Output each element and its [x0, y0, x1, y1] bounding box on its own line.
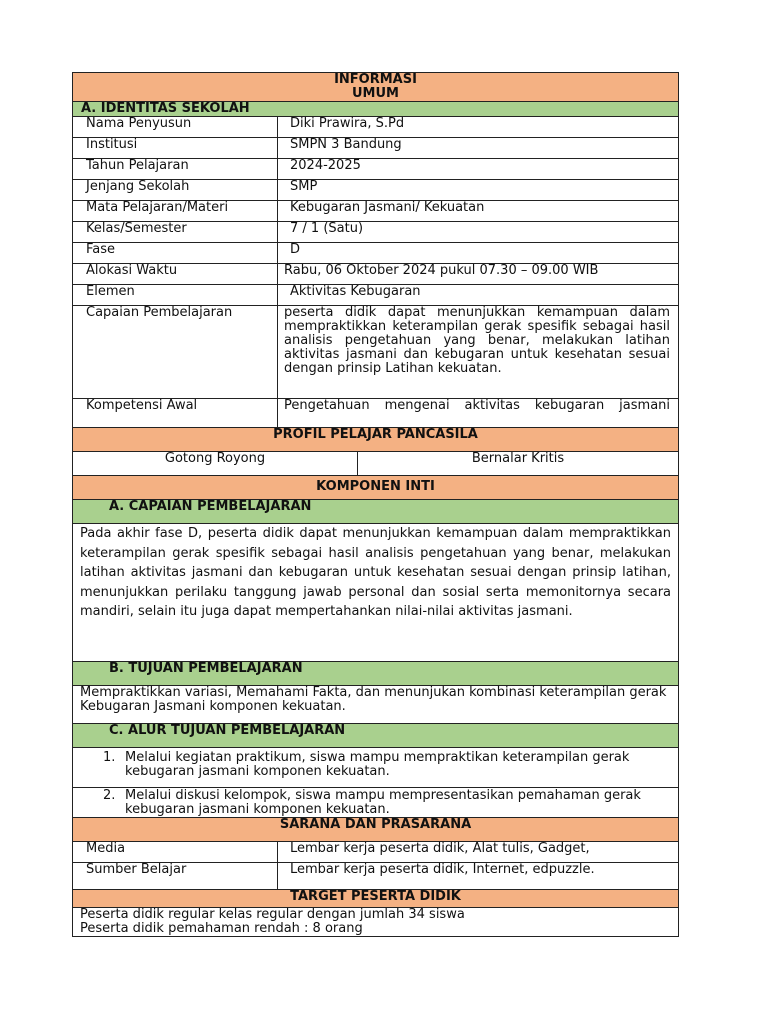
- sarana-row: [73, 842, 679, 863]
- sarana-label: Media: [73, 842, 278, 863]
- identitas-value: 7 / 1 (Satu): [278, 222, 679, 243]
- alur-item: [73, 788, 679, 818]
- alur-item-number: 2.: [103, 788, 116, 803]
- identitas-label: Tahun Pelajaran: [73, 159, 278, 180]
- identitas-row: [73, 222, 679, 243]
- identitas-row: [73, 138, 679, 159]
- alur-item-number: 1.: [103, 750, 116, 765]
- sarana-row: [73, 863, 679, 890]
- identitas-label: Mata Pelajaran/Materi: [73, 201, 278, 222]
- document-page: [72, 72, 678, 937]
- tujuan-text: Mempraktikkan variasi, Memahami Fakta, dan menunjukan kombinasi keterampilan gerak Kebugaran Jasmani komponen kekuatan.: [73, 686, 679, 724]
- profil-heading-row: [73, 428, 679, 452]
- identitas-value: 2024-2025: [278, 159, 679, 180]
- alur-item-text: Melalui kegiatan praktikum, siswa mampu mempraktikan keterampilan gerak kebugaran jasmani komponen kekuatan.: [125, 750, 630, 779]
- target-heading-row: [73, 890, 679, 908]
- target-text-row: [73, 908, 679, 937]
- identitas-row: [73, 180, 679, 201]
- rpp-table: [72, 72, 679, 937]
- tujuan-text-row: [73, 686, 679, 724]
- info-umum-title-line1: INFORMASI: [334, 72, 417, 87]
- info-umum-header: [73, 73, 679, 102]
- identitas-label: Institusi: [73, 138, 278, 159]
- capaian-heading-row: [73, 500, 679, 524]
- tujuan-heading-row: [73, 662, 679, 686]
- identitas-label: Elemen: [73, 285, 278, 306]
- target-line: Peserta didik regular kelas regular dengan jumlah 34 siswa: [80, 907, 465, 922]
- capaian-heading: A. CAPAIAN PEMBELAJARAN: [73, 500, 679, 524]
- identitas-value: D: [278, 243, 679, 264]
- sarana-label: Sumber Belajar: [73, 863, 278, 890]
- identitas-row: [73, 159, 679, 180]
- kompetensi-label: Kompetensi Awal: [73, 399, 278, 428]
- identitas-label: Fase: [73, 243, 278, 264]
- identitas-row: [73, 243, 679, 264]
- identitas-row: [73, 264, 679, 285]
- info-umum-header-row: [73, 73, 679, 102]
- capaian-paragraph: Pada akhir fase D, peserta didik dapat menunjukkan kemampuan dalam mempraktikkan keterampilan gerak spesifik sebagai hasil analisis pengetahuan yang benar, melakukan latihan aktivitas jasmani dan kebugaran untuk kesehatan sesuai dengan prinsip latihan, menunjukkan perilaku tanggung jawab personal dan sosial serta memonitornya secara mandiri, selain itu juga dapat mempertahankan nilai-nilai aktivitas jasmani.: [73, 524, 679, 662]
- identitas-row: [73, 201, 679, 222]
- identitas-row: [73, 285, 679, 306]
- profil-heading: PROFIL PELAJAR PANCASILA: [73, 428, 679, 452]
- sarana-value: Lembar kerja peserta didik, Internet, edpuzzle.: [278, 863, 679, 890]
- identitas-value: SMPN 3 Bandung: [278, 138, 679, 159]
- identitas-heading: A. IDENTITAS SEKOLAH: [73, 102, 679, 117]
- sarana-heading-row: [73, 818, 679, 842]
- identitas-label: Nama Penyusun: [73, 117, 278, 138]
- alur-item-row: [73, 748, 679, 788]
- tujuan-heading: B. TUJUAN PEMBELAJARAN: [73, 662, 679, 686]
- alur-item-row: [73, 788, 679, 818]
- target-text: [73, 908, 679, 937]
- identitas-heading-row: [73, 102, 679, 117]
- capaian-value: peserta didik dapat menunjukkan kemampuan dalam mempraktikkan keterampilan gerak spesifik sebagai hasil analisis pengetahuan yang benar, melakukan latihan aktivitas jasmani dan kebugaran untuk kesehatan sesuai dengan prinsip Latihan kekuatan.: [278, 306, 679, 399]
- alur-heading: C. ALUR TUJUAN PEMBELAJARAN: [73, 724, 679, 748]
- identitas-value: Kebugaran Jasmani/ Kekuatan: [278, 201, 679, 222]
- capaian-paragraph-row: [73, 524, 679, 662]
- sarana-value: Lembar kerja peserta didik, Alat tulis, Gadget,: [278, 842, 679, 863]
- kompetensi-value: Pengetahuan mengenai aktivitas kebugaran jasmani: [278, 399, 679, 428]
- sarana-heading: SARANA DAN PRASARANA: [73, 818, 679, 842]
- target-heading: TARGET PESERTA DIDIK: [73, 890, 679, 908]
- capaian-label: Capaian Pembelajaran: [73, 306, 278, 399]
- alur-item-text: Melalui diskusi kelompok, siswa mampu mempresentasikan pemahaman gerak kebugaran jasmani komponen kekuatan.: [125, 788, 641, 817]
- identitas-value: Aktivitas Kebugaran: [278, 285, 679, 306]
- alur-heading-row: [73, 724, 679, 748]
- profil-items-row: [73, 452, 679, 476]
- komponen-heading: KOMPONEN INTI: [73, 476, 679, 500]
- profil-item: Bernalar Kritis: [358, 452, 679, 476]
- alur-item: [73, 748, 679, 788]
- kompetensi-row: [73, 399, 679, 428]
- identitas-value: Rabu, 06 Oktober 2024 pukul 07.30 – 09.00 WIB: [278, 264, 679, 285]
- info-umum-title-line2: UMUM: [352, 86, 399, 101]
- identitas-row: [73, 117, 679, 138]
- identitas-value: Diki Prawira, S.Pd: [278, 117, 679, 138]
- identitas-label: Kelas/Semester: [73, 222, 278, 243]
- profil-item: Gotong Royong: [73, 452, 358, 476]
- identitas-label: Alokasi Waktu: [73, 264, 278, 285]
- identitas-label: Jenjang Sekolah: [73, 180, 278, 201]
- identitas-value: SMP: [278, 180, 679, 201]
- target-line: Peserta didik pemahaman rendah : 8 orang: [80, 921, 363, 936]
- komponen-heading-row: [73, 476, 679, 500]
- capaian-row: [73, 306, 679, 399]
